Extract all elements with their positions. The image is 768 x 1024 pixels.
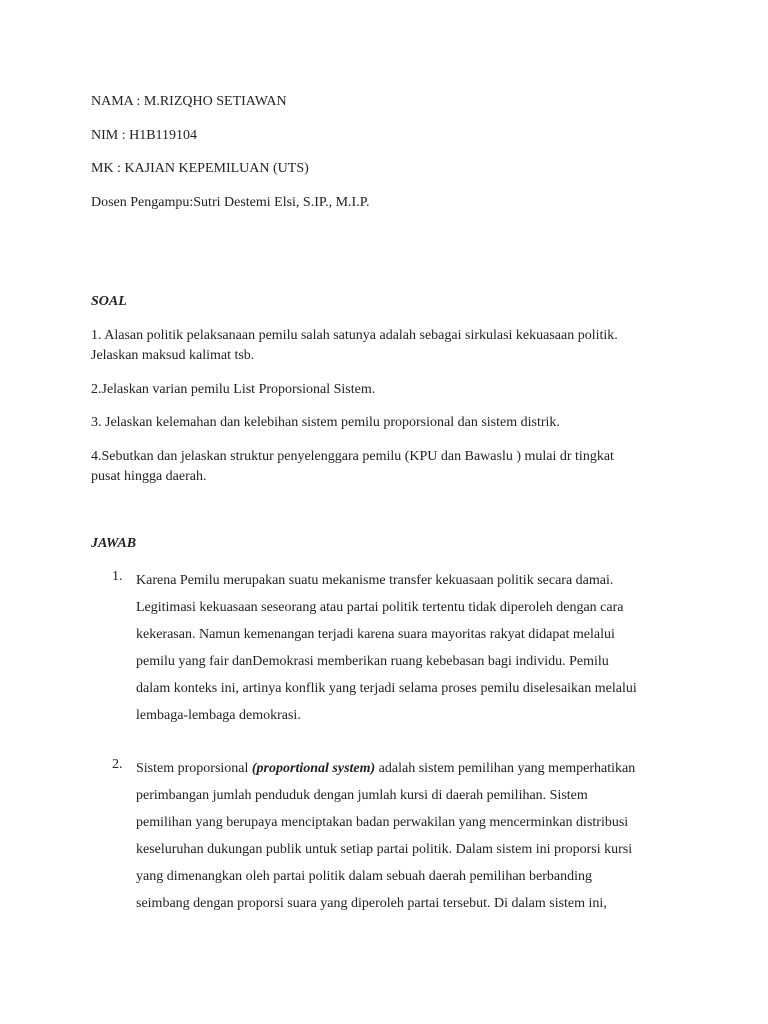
answer-2-line: seimbang dengan proporsi suara yang diperoleh partai tersebut. Di dalam sistem ini, xyxy=(136,896,607,911)
answer-2-line: yang dimenangkan oleh partai politik dalam sebuah daerah pemilihan berbanding xyxy=(136,869,593,884)
lecturer-name: Dosen Pengampu:Sutri Destemi Elsi, S.IP., M.I.P. xyxy=(91,195,370,210)
answer-1-line: Karena Pemilu merupakan suatu mekanisme transfer kekuasaan politik secara damai. xyxy=(136,573,614,588)
question-4-line-2: pusat hingga daerah. xyxy=(91,469,207,484)
answer-1-text xyxy=(136,567,637,729)
question-2: 2.Jelaskan varian pemilu List Proporsional Sistem. xyxy=(91,382,376,397)
answer-2-line-first-post: adalah sistem pemilihan yang memperhatikan xyxy=(375,761,636,776)
answer-2-line-first-pre: Sistem proporsional xyxy=(136,761,252,776)
answer-1-line: pemilu yang fair danDemokrasi memberikan ruang kebebasan bagi individu. Pemilu xyxy=(136,654,609,669)
question-1-line-1: 1. Alasan politik pelaksanaan pemilu salah satunya adalah sebagai sirkulasi kekuasaan politik. xyxy=(91,328,618,343)
student-nim: NIM : H1B119104 xyxy=(91,128,198,143)
proportional-system-term: (proportional system) xyxy=(251,761,376,776)
student-name: NAMA : M.RIZQHO SETIAWAN xyxy=(91,94,287,109)
question-3: 3. Jelaskan kelemahan dan kelebihan sistem pemilu proporsional dan sistem distrik. xyxy=(91,415,560,430)
answer-2-line-first xyxy=(136,755,635,782)
answer-2-line: pemilihan yang berupaya menciptakan badan perwakilan yang mencerminkan distribusi xyxy=(136,815,629,830)
soal-heading: SOAL xyxy=(91,294,127,309)
course-name: MK : KAJIAN KEPEMILUAN (UTS) xyxy=(91,161,309,176)
answer-1-number: 1. xyxy=(112,569,123,584)
answer-1-line: Legitimasi kekuasaan seseorang atau partai politik tertentu tidak diperoleh dengan cara xyxy=(136,600,624,615)
question-4-line-1: 4.Sebutkan dan jelaskan struktur penyelenggara pemilu (KPU dan Bawaslu ) mulai dr tingkat xyxy=(91,449,614,464)
answer-2-number: 2. xyxy=(112,757,123,772)
answer-1-line: lembaga-lembaga demokrasi. xyxy=(136,708,301,723)
answer-2-text xyxy=(136,755,635,917)
answer-1-line: dalam konteks ini, artinya konflik yang terjadi selama proses pemilu diselesaikan melalui xyxy=(136,681,637,696)
answer-1-line: kekerasan. Namun kemenangan terjadi karena suara mayoritas rakyat didapat melalui xyxy=(136,627,615,642)
answer-2-line: keseluruhan dukungan publik untuk setiap partai politik. Dalam sistem ini proporsi kursi xyxy=(136,842,633,857)
jawab-heading: JAWAB xyxy=(91,536,137,551)
answer-2-line: perimbangan jumlah penduduk dengan jumlah kursi di daerah pemilihan. Sistem xyxy=(136,788,588,803)
question-1-line-2: Jelaskan maksud kalimat tsb. xyxy=(91,348,255,363)
